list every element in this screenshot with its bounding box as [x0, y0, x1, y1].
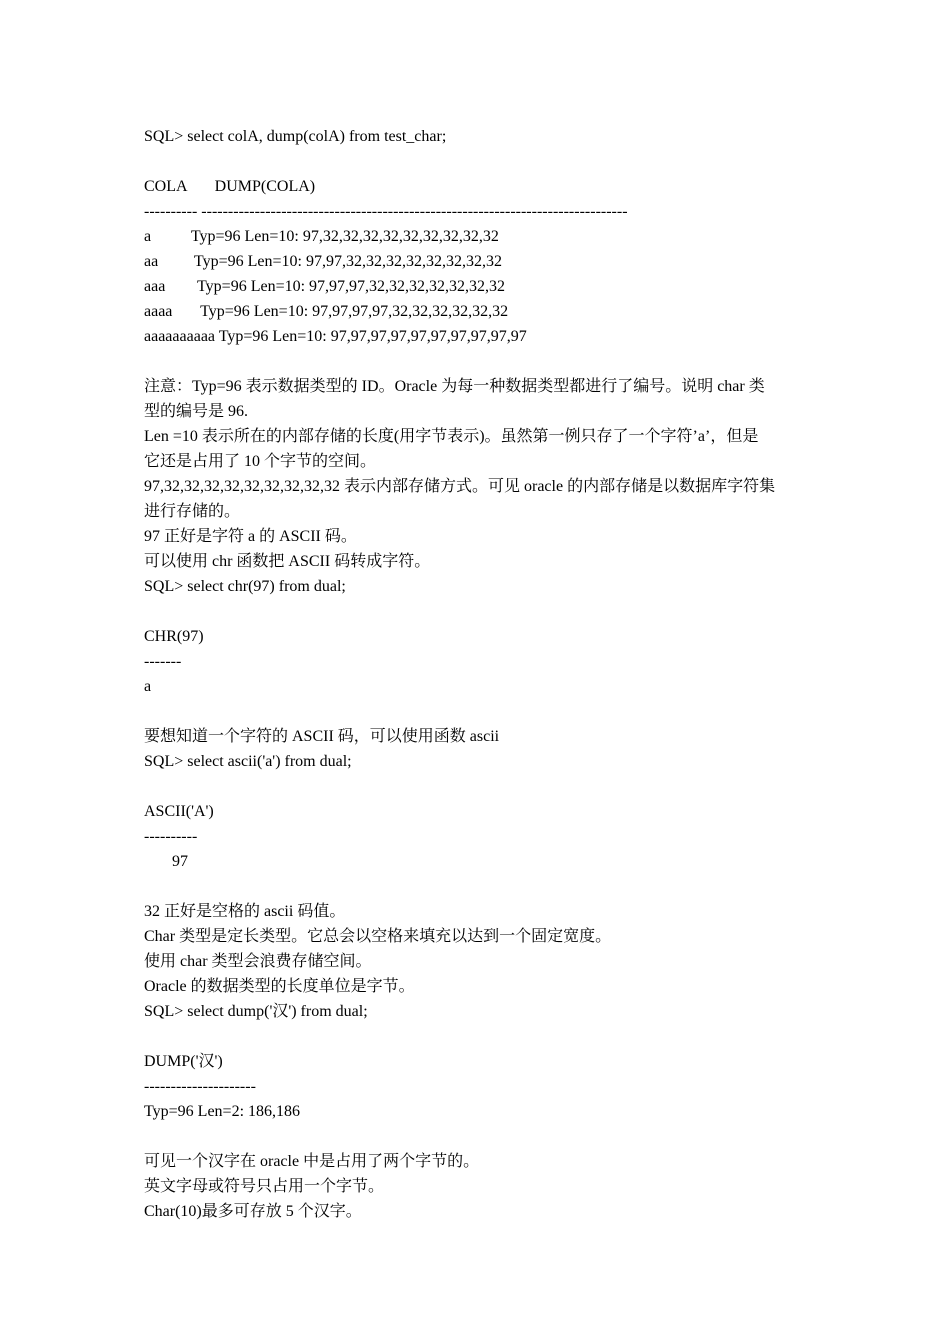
note-paragraph: 使用 char 类型会浪费存储空间。 — [144, 953, 372, 970]
note-paragraph: 型的编号是 96. — [144, 403, 249, 420]
result-row: 97 — [144, 853, 188, 870]
note-paragraph: Char 类型是定长类型。它总会以空格来填充以达到一个固定宽度。 — [144, 928, 612, 945]
result-separator: ---------- -------------------------------------------------------------------------------- — [144, 203, 628, 220]
result-row: aaaaaaaaaa Typ=96 Len=10: 97,97,97,97,97,97,97,97,97,97 — [144, 328, 527, 345]
result-separator: --------------------- — [144, 1078, 256, 1095]
blank-line — [144, 349, 812, 374]
result-row: a — [144, 678, 152, 695]
blank-line — [144, 699, 812, 724]
note-paragraph: 97 正好是字符 a 的 ASCII 码。 — [144, 528, 357, 545]
note-paragraph: 32 正好是空格的 ascii 码值。 — [144, 903, 346, 920]
blank-line — [144, 149, 812, 174]
note-paragraph: Char(10)最多可存放 5 个汉字。 — [144, 1203, 362, 1220]
blank-line — [144, 774, 812, 799]
blank-line — [144, 874, 812, 899]
blank-line — [144, 1024, 812, 1049]
result-separator: ---------- — [144, 828, 198, 845]
sql-dump-hanzi-query: SQL> select dump('汉') from dual; — [144, 1003, 368, 1020]
result-row: aa Typ=96 Len=10: 97,97,32,32,32,32,32,32,32,32 — [144, 253, 502, 270]
result-row: a Typ=96 Len=10: 97,32,32,32,32,32,32,32,32,32 — [144, 228, 499, 245]
sql-chr-query: SQL> select chr(97) from dual; — [144, 578, 346, 595]
sql-dump-query: SQL> select colA, dump(colA) from test_char; — [144, 128, 447, 145]
result-header: COLA DUMP(COLA) — [144, 178, 316, 195]
note-paragraph: 进行存储的。 — [144, 503, 241, 520]
note-paragraph: Oracle 的数据类型的长度单位是字节。 — [144, 978, 415, 995]
result-row: aaa Typ=96 Len=10: 97,97,97,32,32,32,32,32,32,32 — [144, 278, 506, 295]
document-body — [144, 124, 812, 1224]
result-row: aaaa Typ=96 Len=10: 97,97,97,97,32,32,32,32,32,32 — [144, 303, 509, 320]
result-header: CHR(97) — [144, 628, 204, 645]
result-row: Typ=96 Len=2: 186,186 — [144, 1103, 301, 1120]
note-paragraph: 可见一个汉字在 oracle 中是占用了两个字节的。 — [144, 1153, 480, 1170]
note-paragraph: 要想知道一个字符的 ASCII 码，可以使用函数 ascii — [144, 728, 500, 745]
result-header: DUMP('汉') — [144, 1053, 223, 1070]
note-paragraph: Len =10 表示所在的内部存储的长度(用字节表示)。虽然第一例只存了一个字符’a’，但是 — [144, 428, 759, 445]
result-separator: ------- — [144, 653, 182, 670]
blank-line — [144, 1124, 812, 1149]
note-paragraph: 英文字母或符号只占用一个字节。 — [144, 1178, 385, 1195]
sql-ascii-query: SQL> select ascii('a') from dual; — [144, 753, 352, 770]
result-header: ASCII('A') — [144, 803, 214, 820]
note-paragraph: 可以使用 chr 函数把 ASCII 码转成字符。 — [144, 553, 431, 570]
note-paragraph: 它还是占用了 10 个字节的空间。 — [144, 453, 377, 470]
note-paragraph: 97,32,32,32,32,32,32,32,32,32 表示内部存储方式。可见 oracle 的内部存储是以数据库字符集 — [144, 478, 776, 495]
blank-line — [144, 599, 812, 624]
note-paragraph: 注意：Typ=96 表示数据类型的 ID。Oracle 为每一种数据类型都进行了编号。说明 char 类 — [144, 378, 765, 395]
